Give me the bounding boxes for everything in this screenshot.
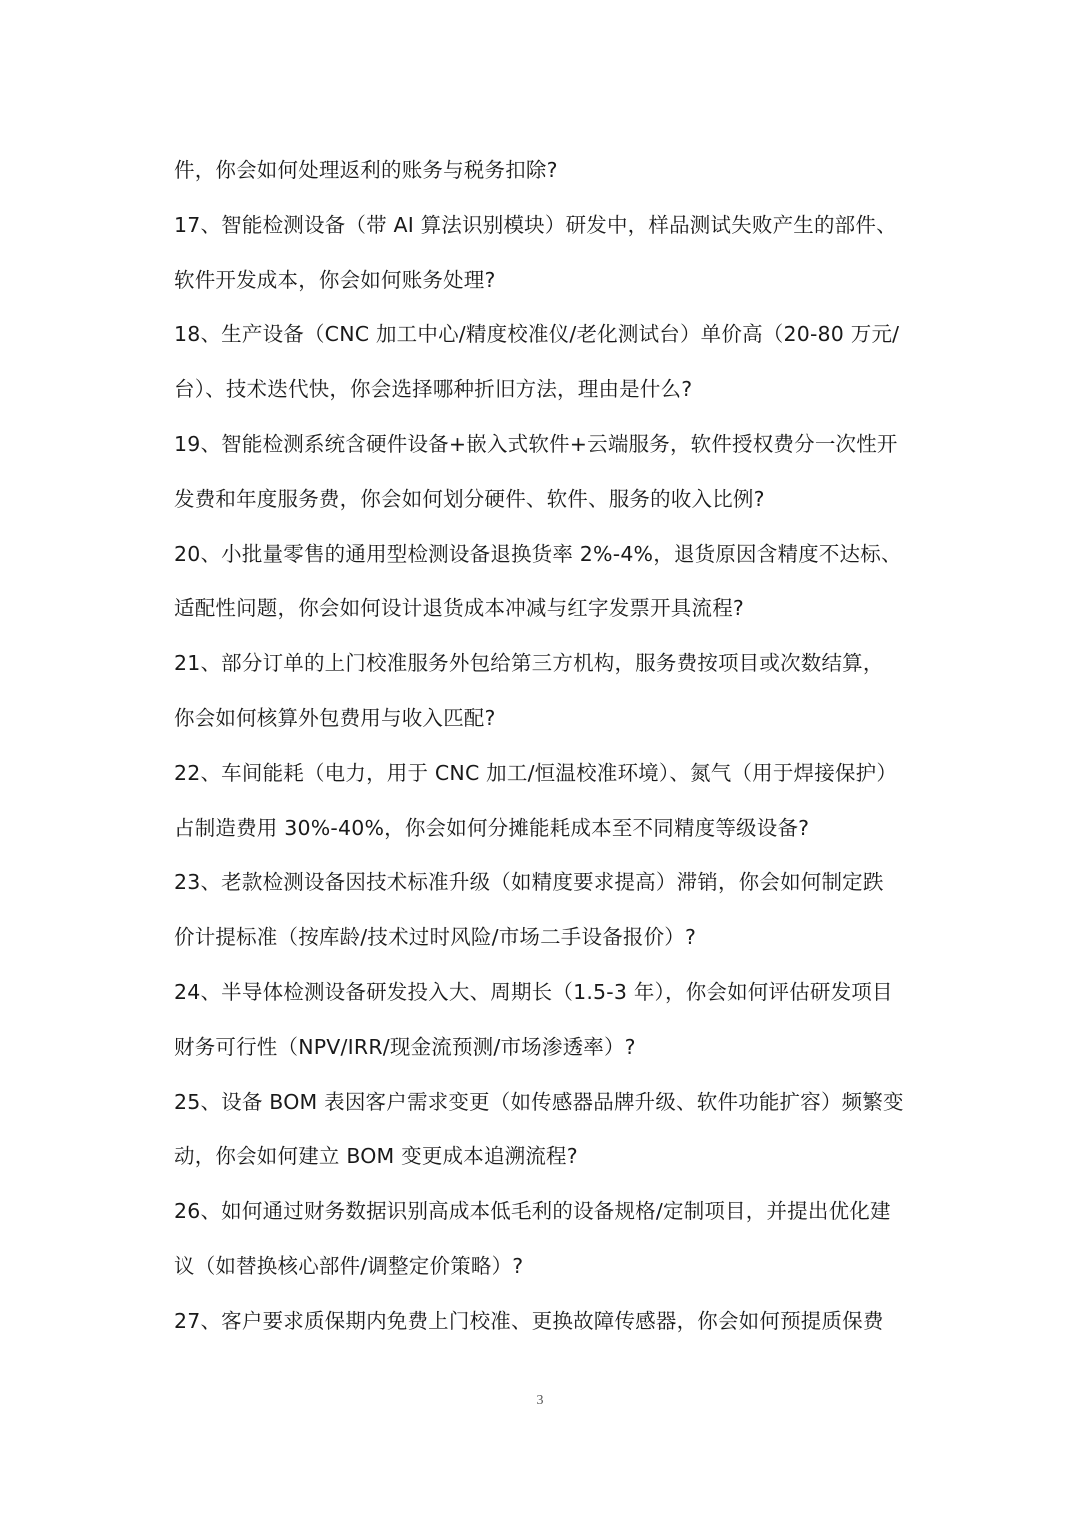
text-line-4: 18、生产设备（CNC 加工中心/精度校准仪/老化测试台）单价高（20-80 万元/ bbox=[174, 322, 900, 347]
text-line-19: 动，你会如何建立 BOM 变更成本追溯流程? bbox=[174, 1144, 578, 1169]
text-line-3: 软件开发成本，你会如何账务处理? bbox=[174, 267, 496, 292]
text-line-11: 你会如何核算外包费用与收入匹配? bbox=[174, 705, 496, 730]
text-line-10: 21、部分订单的上门校准服务外包给第三方机构，服务费按项目或次数结算， bbox=[174, 651, 884, 676]
document-body bbox=[174, 143, 914, 1349]
page-number: 3 bbox=[536, 1393, 544, 1408]
text-line-1: 件，你会如何处理返利的账务与税务扣除? bbox=[174, 158, 558, 182]
text-line-6: 19、智能检测系统含硬件设备+嵌入式软件+云端服务，软件授权费分一次性开 bbox=[174, 431, 898, 456]
text-line-14: 23、老款检测设备因技术标准升级（如精度要求提高）滞销，你会如何制定跌 bbox=[174, 870, 884, 895]
text-line-16: 24、半导体检测设备研发投入大、周期长（1.5-3 年），你会如何评估研发项目 bbox=[174, 979, 893, 1004]
text-line-13: 占制造费用 30%-40%，你会如何分摊能耗成本至不同精度等级设备? bbox=[174, 815, 810, 840]
text-line-12: 22、车间能耗（电力，用于 CNC 加工/恒温校准环境）、氮气（用于焊接保护） bbox=[174, 760, 898, 785]
text-line-8: 20、小批量零售的通用型检测设备退换货率 2%-4%，退货原因含精度不达标、 bbox=[174, 541, 902, 566]
text-line-5: 台）、技术迭代快，你会选择哪种折旧方法，理由是什么? bbox=[174, 377, 693, 402]
text-line-9: 适配性问题，你会如何设计退货成本冲减与红字发票开具流程? bbox=[174, 596, 744, 621]
text-line-21: 议（如替换核心部件/调整定价策略）? bbox=[174, 1253, 524, 1278]
text-line-20: 26、如何通过财务数据识别高成本低毛利的设备规格/定制项目，并提出优化建 bbox=[174, 1199, 891, 1224]
text-line-17: 财务可行性（NPV/IRR/现金流预测/市场渗透率）? bbox=[174, 1034, 636, 1059]
text-line-7: 发费和年度服务费，你会如何划分硬件、软件、服务的收入比例? bbox=[174, 486, 765, 511]
text-line-15: 价计提标准（按库龄/技术过时风险/市场二手设备报价）? bbox=[174, 925, 697, 950]
text-line-18: 25、设备 BOM 表因客户需求变更（如传感器品牌升级、软件功能扩容）频繁变 bbox=[174, 1089, 904, 1114]
text-line-2: 17、智能检测设备（带 AI 算法识别模块）研发中，样品测试失败产生的部件、 bbox=[174, 212, 897, 237]
text-line-22: 27、客户要求质保期内免费上门校准、更换故障传感器，你会如何预提质保费 bbox=[174, 1308, 884, 1333]
